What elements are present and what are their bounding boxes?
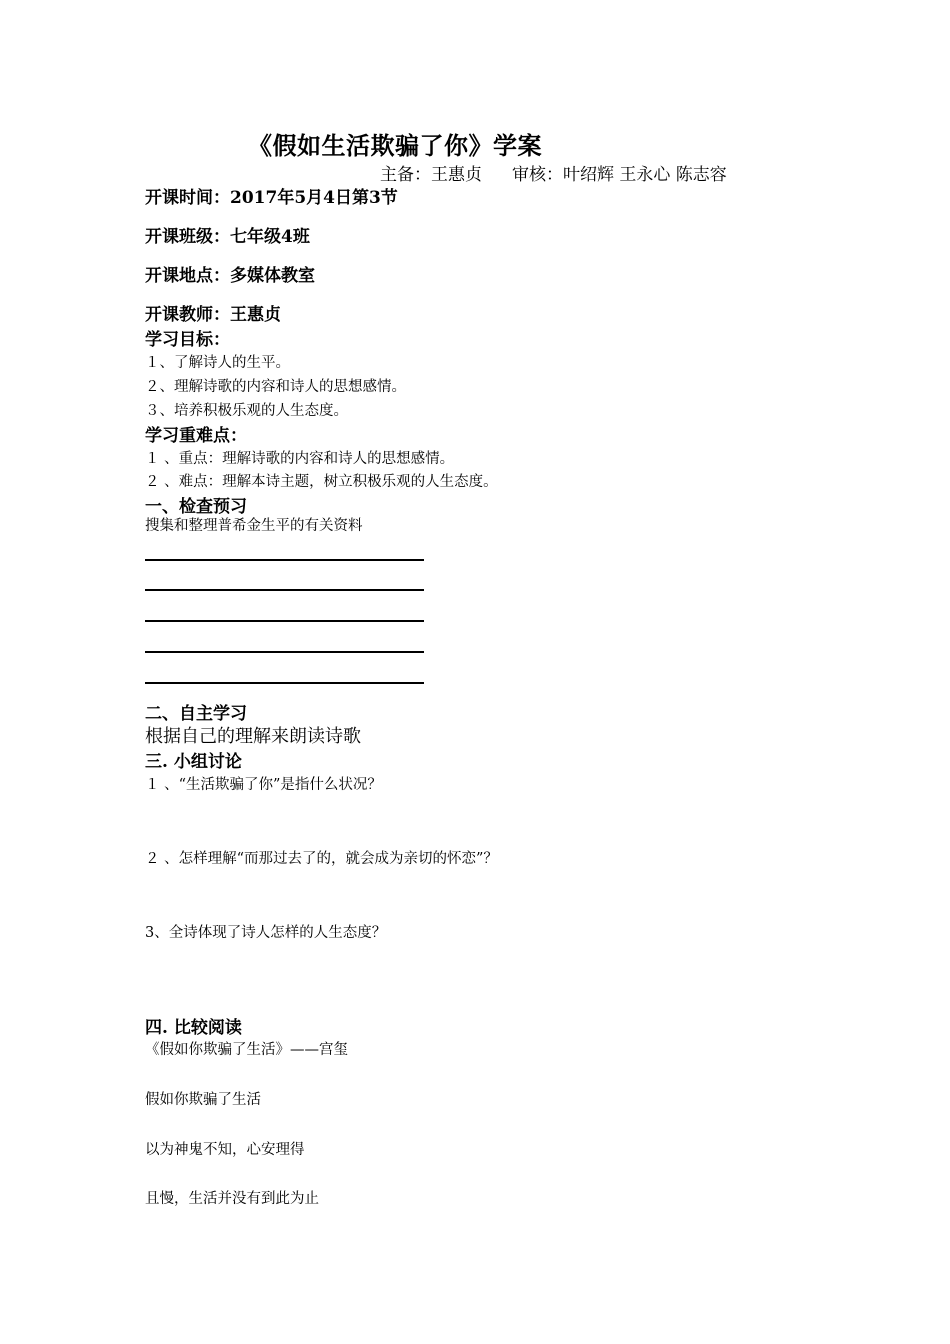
- poem-line: 假如你欺骗了生活: [145, 1092, 261, 1108]
- keypoint-item: ２ 、难点：理解本诗主题，树立积极乐观的人生态度。: [145, 474, 498, 490]
- goal-item: ２、理解诗歌的内容和诗人的思想感情。: [145, 379, 406, 395]
- prep-review: 审核：叶绍辉 王永心 陈志容: [512, 165, 727, 185]
- section2-heading: 二、自主学习: [145, 704, 247, 724]
- answer-line: [145, 559, 424, 561]
- keypoint-item: １ 、重点：理解诗歌的内容和诗人的思想感情。: [145, 451, 455, 467]
- answer-line: [145, 620, 424, 622]
- goal-item: １、了解诗人的生平。: [145, 355, 290, 371]
- discussion-question: １ 、“生活欺骗了你”是指什么状况？: [145, 777, 382, 793]
- section2-task: 根据自己的理解来朗读诗歌: [145, 726, 361, 747]
- document-title: 《假如生活欺骗了你》学案: [248, 131, 542, 160]
- info-teacher: 开课教师：王惠贞: [145, 305, 281, 325]
- section1-heading: 一、检查预习: [145, 497, 247, 517]
- poem-title: 《假如你欺骗了生活》——宫玺: [145, 1042, 348, 1058]
- info-time: 开课时间：2017年5月4日第3节: [145, 188, 398, 208]
- discussion-question: 3、全诗体现了诗人怎样的人生态度？: [145, 925, 387, 941]
- answer-line: [145, 589, 424, 591]
- info-location: 开课地点：多媒体教室: [145, 266, 315, 286]
- prep-credits: [380, 160, 727, 185]
- keypoints-heading: 学习重难点：: [145, 426, 247, 446]
- section1-task: 搜集和整理普希金生平的有关资料: [145, 518, 363, 534]
- answer-line: [145, 651, 424, 653]
- goal-item: ３、培养积极乐观的人生态度。: [145, 403, 348, 419]
- info-class: 开课班级：七年级4班: [145, 227, 310, 247]
- discussion-question: ２ 、怎样理解“而那过去了的，就会成为亲切的怀恋”？: [145, 851, 498, 867]
- prep-author: 主备：王惠贞: [380, 165, 482, 185]
- poem-line: 且慢，生活并没有到此为止: [145, 1191, 319, 1207]
- section4-heading: 四. 比较阅读: [145, 1018, 242, 1038]
- section3-heading: 三. 小组讨论: [145, 752, 242, 772]
- goals-heading: 学习目标：: [145, 330, 230, 350]
- poem-line: 以为神鬼不知，心安理得: [145, 1142, 305, 1158]
- answer-line: [145, 682, 424, 684]
